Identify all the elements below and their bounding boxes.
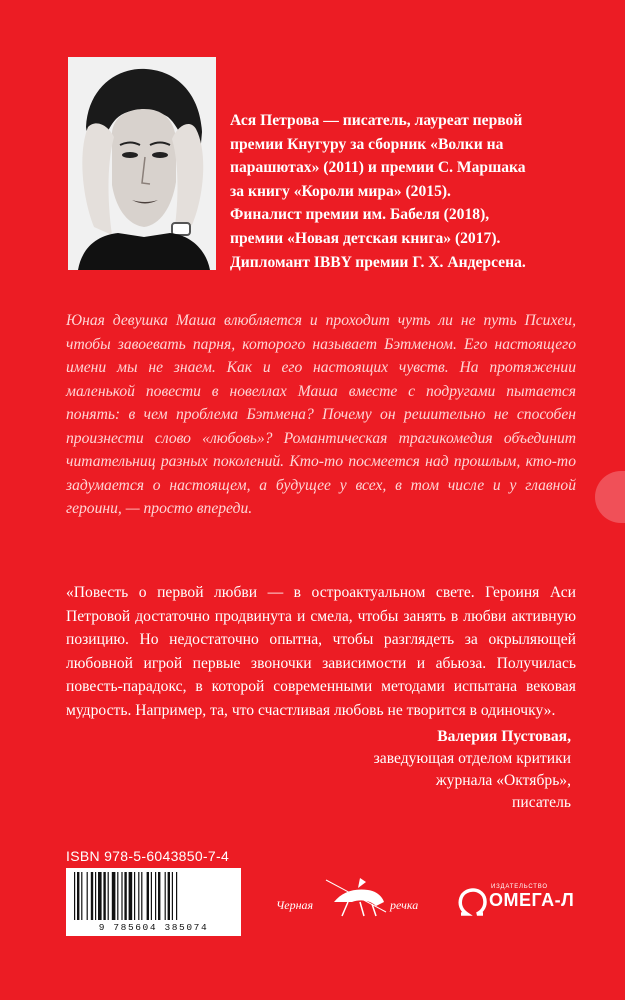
bio-line: Ася Петрова — писатель, лауреат первой [230, 112, 523, 129]
critic-quote: «Повесть о первой любви — в остроактуальном свете. Героиня Аси Петровой достаточно продвинута и смела, чтобы занять в любви активную позицию. Но недостаточно опытна, чтобы разглядеть за окрыляющей любовной игрой первые звоночки зависимости и абьюза. Получилась повесть-парадокс, в которой современными методами испытана вековая мудрость. Например, та, что счастливая любовь не творится в одиночку». [66, 584, 576, 719]
author-photo [68, 57, 216, 270]
critic-name: Валерия Пустовая, [437, 728, 571, 745]
bio-line: премии «Новая детская книга» (2017). [230, 229, 501, 247]
chernaya-rechka-logo [276, 872, 438, 928]
omega-small-text: ИЗДАТЕЛЬСТВО [491, 884, 548, 890]
logo-text: речка [390, 898, 419, 912]
critic-role-line: журнала «Октябрь», [435, 772, 571, 789]
bio-line: премии Кнугуру за сборник «Волки на [230, 135, 504, 153]
bio-line: Финалист премии им. Бабеля (2018), [230, 206, 490, 224]
critic-role-line: писатель [512, 794, 571, 811]
bio-line: Дипломант IBBY премии Г. Х. Андерсена. [230, 253, 526, 271]
quote-attribution [251, 726, 571, 814]
cover-flap-tab [595, 471, 625, 523]
barcode [66, 868, 241, 936]
logo-text: Черная [276, 898, 314, 912]
critic-role-line: заведующая отделом критики [373, 750, 571, 767]
omega-l-logo [455, 884, 575, 924]
bio-line: за книгу «Короли мира» (2015). [230, 182, 451, 200]
isbn-label: ISBN 978-5-6043850-7-4 [66, 848, 230, 864]
rider-icon [276, 872, 438, 928]
bio-line: парашютах» (2011) и премии С. Маршака [230, 159, 526, 177]
barcode-digits: 9 785604 385074 [98, 922, 209, 933]
omega-big-text: ОМЕГА-Л [489, 890, 575, 910]
author-bio [230, 109, 610, 274]
book-synopsis: Юная девушка Маша влюбляется и проходит чуть ли не путь Психеи, чтобы завоевать парня, которого называет Бэтменом. Его настоящего имени мы не знаем. Как и его настоящих чувств. На протяжении маленькой повести в новеллах Маша вместе с подругами пытается понять: в чем проблема Бэтмена? Почему он решительно не способен произнести слово «любовь»? Романтическая трагикомедия объединит читательниц разных поколений. Кто-то посмеется над прошлым, кто-то задумается о настоящем, а будущее у всех, в том числе и у главной героини, — просто впереди. [66, 312, 576, 517]
omega-icon [455, 888, 489, 918]
